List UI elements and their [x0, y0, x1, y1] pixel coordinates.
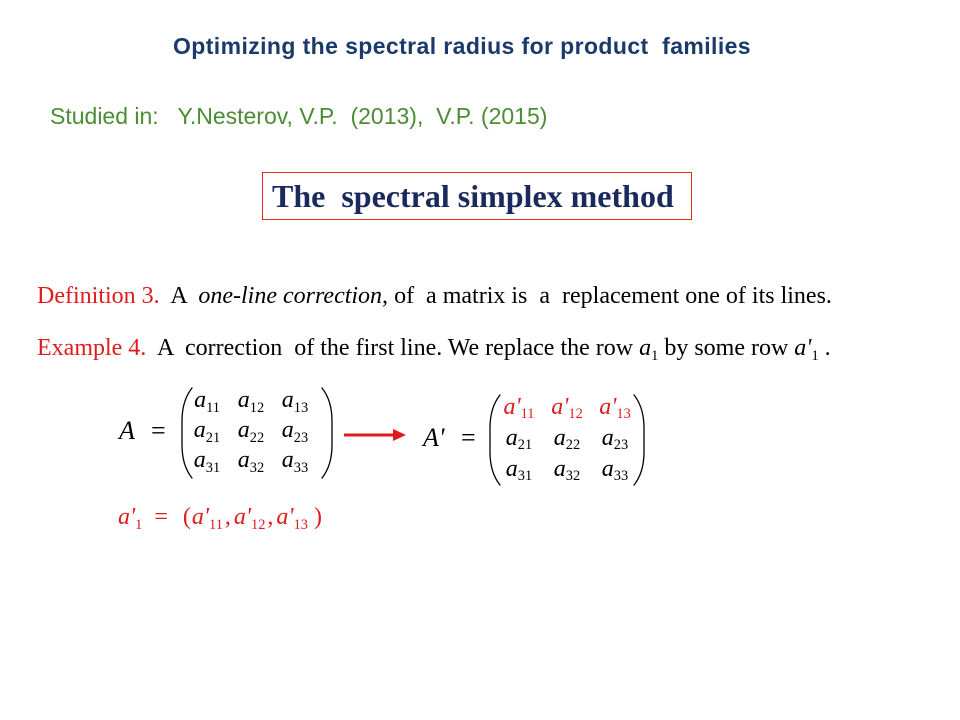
entry-index: 13 [293, 516, 308, 533]
entry-symbol: a [505, 424, 518, 451]
entry-symbol: a' [503, 393, 521, 420]
matrix-a-prime-equals: = [461, 423, 476, 452]
equation-lhs-index: 1 [135, 516, 143, 533]
matrix-a-entry-13 [273, 385, 317, 415]
entry-index: 21 [205, 429, 221, 446]
entry-index: 13 [293, 399, 309, 416]
matrix-a-entry-22 [229, 415, 273, 445]
entry-symbol: a [193, 417, 206, 443]
entry-index: 11 [209, 516, 223, 533]
equation-entry-3 [276, 504, 308, 533]
matrix-a-equals: = [151, 416, 166, 445]
arrow-head [393, 429, 406, 441]
example-line [37, 334, 831, 362]
row-symbol [639, 335, 659, 364]
definition-label: Definition 3. [37, 283, 160, 309]
entry-symbol: a' [599, 393, 617, 420]
entry-symbol: a' [551, 393, 569, 420]
entry-symbol: a' [191, 504, 210, 530]
matrix-a-prime-entries [495, 391, 639, 484]
entry-symbol: a' [233, 504, 252, 530]
entry-symbol: a [237, 417, 250, 443]
new-row-symbol [794, 335, 819, 364]
equation-separator: , [267, 504, 274, 530]
entry-index: 22 [249, 429, 265, 446]
equation-lhs-base: a' [118, 504, 136, 530]
equation-lhs [118, 504, 143, 533]
slide-title: Optimizing the spectral radius for product families [173, 33, 751, 59]
entry-symbol: a [601, 455, 614, 482]
entry-symbol: a' [276, 504, 294, 530]
equation-open-paren: ( [182, 504, 191, 530]
entry-symbol: a [193, 447, 206, 473]
entry-index: 22 [565, 437, 581, 454]
matrix-a-entry-21 [185, 415, 229, 445]
matrix-a-right-paren [322, 388, 332, 478]
matrix-a-entry-23 [273, 415, 317, 445]
matrix-a-prime-entry-13 [591, 391, 639, 422]
matrix-a-prime-entry-11 [495, 391, 543, 422]
matrix-a-prime-entry-21 [495, 422, 543, 453]
entry-symbol: a [281, 417, 294, 443]
entry-index: 31 [205, 459, 221, 476]
entry-index: 33 [293, 459, 309, 476]
matrix-a-prime-entry-23 [591, 422, 639, 453]
matrix-a-prime-entry-32 [543, 453, 591, 484]
entry-symbol: a [553, 455, 566, 482]
equation-entry-1 [191, 504, 223, 533]
matrix-a-prime-entry-22 [543, 422, 591, 453]
entry-index: 31 [517, 468, 533, 485]
example-lead-text: A correction of the first line. We replace the row [146, 335, 640, 361]
new-row-symbol-index: 1 [811, 347, 819, 364]
matrix-a-entry-31 [185, 445, 229, 475]
entry-index: 13 [616, 406, 631, 423]
entry-symbol: a [601, 424, 614, 451]
row-symbol-index: 1 [651, 347, 659, 364]
entry-index: 12 [249, 399, 265, 416]
example-end-text: . [818, 335, 831, 361]
definition-lead-text: A [159, 283, 199, 309]
entry-index: 32 [249, 459, 265, 476]
right-arrow-icon [344, 429, 406, 441]
row-symbol-base: a [639, 335, 652, 361]
entry-index: 11 [206, 399, 220, 416]
matrix-a-entry-11 [185, 385, 229, 415]
method-title: The spectral simplex method [272, 178, 674, 214]
matrix-a-name: A [119, 416, 135, 445]
equation-equals: = [154, 504, 168, 530]
entry-symbol: a [553, 424, 566, 451]
definition-rest-text: of a matrix is a replacement one of its lines. [388, 283, 832, 309]
definition-term: one-line correction, [198, 283, 389, 309]
new-row-symbol-base: a' [794, 335, 812, 361]
entry-index: 33 [613, 468, 629, 485]
matrix-a-prime-name: A' [423, 423, 445, 452]
entry-index: 11 [520, 406, 535, 423]
matrix-a-entries [185, 385, 317, 475]
matrix-a-prime-entry-12 [543, 391, 591, 422]
entry-index: 12 [251, 516, 266, 533]
entry-symbol: a [281, 387, 294, 413]
entry-index: 23 [613, 437, 629, 454]
matrix-a-prime-entry-31 [495, 453, 543, 484]
entry-index: 21 [517, 437, 533, 454]
definition-line [37, 282, 832, 310]
matrix-a-entry-12 [229, 385, 273, 415]
entry-symbol: a [281, 447, 294, 473]
references-line: Studied in: Y.Nesterov, V.P. (2013), V.P. (2015) [50, 103, 548, 129]
example-middle-text: by some row [658, 335, 795, 361]
entry-index: 23 [293, 429, 309, 446]
method-title-box [262, 172, 692, 220]
entry-symbol: a [237, 447, 250, 473]
example-label: Example 4. [37, 335, 147, 361]
entry-symbol: a [237, 387, 250, 413]
entry-symbol: a [194, 387, 207, 413]
new-row-equation [118, 503, 322, 531]
matrix-a-prime-entry-33 [591, 453, 639, 484]
entry-index: 12 [568, 406, 583, 423]
entry-index: 32 [565, 468, 581, 485]
matrix-a-entry-33 [273, 445, 317, 475]
equation-separator: , [224, 504, 231, 530]
entry-symbol: a [505, 455, 518, 482]
matrix-a-entry-32 [229, 445, 273, 475]
equation-close-paren: ) [313, 504, 322, 530]
equation-entry-2 [233, 504, 266, 533]
